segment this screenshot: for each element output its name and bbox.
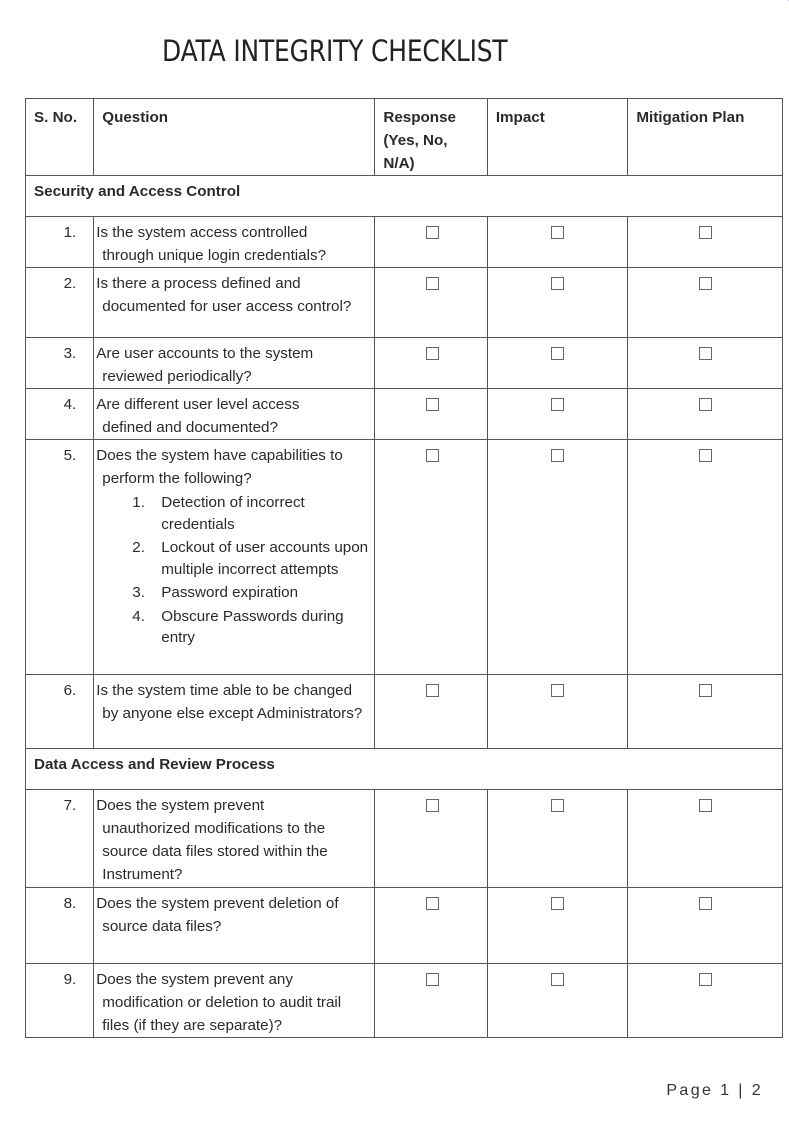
- impact-checkbox[interactable]: [551, 973, 564, 986]
- row-number: 7.: [63, 797, 77, 814]
- impact-cell: [487, 888, 628, 964]
- impact-cell: [487, 268, 628, 338]
- checklist-row: [26, 268, 783, 338]
- response-checkbox[interactable]: [426, 347, 439, 360]
- impact-cell: [487, 338, 628, 389]
- capability-list-item: [96, 582, 372, 604]
- row-number: 5.: [63, 447, 77, 464]
- question-cell: [94, 675, 375, 749]
- page-number: Page 1 | 2: [666, 1082, 763, 1099]
- impact-checkbox[interactable]: [551, 277, 564, 290]
- section-title: Security and Access Control: [34, 183, 241, 200]
- question-text-line1: Are different user level access: [96, 396, 300, 413]
- question-cell: [94, 964, 375, 1038]
- response-cell: [375, 675, 487, 749]
- question-text-continued: documented for user access control?: [102, 298, 352, 315]
- impact-cell: [487, 964, 628, 1038]
- row-number: 2.: [63, 275, 77, 292]
- question-text-continued: perform the following?: [102, 470, 252, 487]
- section-title: Data Access and Review Process: [34, 756, 275, 773]
- impact-cell: [487, 440, 628, 675]
- capability-list: [96, 492, 372, 649]
- row-number-cell: [26, 440, 94, 675]
- question-text-line1: Does the system prevent any: [96, 971, 293, 988]
- checklist-row: [26, 338, 783, 389]
- response-cell: [375, 964, 487, 1038]
- capability-text: Lockout of user accounts upon multiple incorrect attempts: [161, 539, 369, 578]
- impact-checkbox[interactable]: [551, 897, 564, 910]
- impact-cell: [487, 790, 628, 888]
- question-text-line1: Is the system time able to be changed: [96, 682, 353, 699]
- question-text-continued: through unique login credentials?: [102, 247, 327, 264]
- mitigation-cell: [628, 790, 783, 888]
- question-cell: [94, 440, 375, 675]
- mitigation-cell: [628, 440, 783, 675]
- checklist-row: [26, 964, 783, 1038]
- impact-checkbox[interactable]: [551, 347, 564, 360]
- capability-text: Obscure Passwords during entry: [161, 607, 344, 646]
- impact-checkbox[interactable]: [551, 226, 564, 239]
- mitigation-plan-checkbox[interactable]: [699, 973, 712, 986]
- question-text-line1: Is there a process defined and: [96, 275, 301, 292]
- header-impact: Impact: [487, 99, 628, 176]
- response-cell: [375, 268, 487, 338]
- document-title: DATA INTEGRITY CHECKLIST: [162, 34, 508, 68]
- question-text-continued: source data files?: [102, 918, 222, 935]
- checklist-row: [26, 888, 783, 964]
- section-title-cell: [26, 176, 783, 217]
- impact-cell: [487, 389, 628, 440]
- capability-number: 2.: [132, 539, 145, 556]
- capability-number: 1.: [132, 494, 145, 511]
- mitigation-plan-checkbox[interactable]: [699, 897, 712, 910]
- row-number-cell: [26, 790, 94, 888]
- mitigation-cell: [628, 217, 783, 268]
- response-checkbox[interactable]: [426, 398, 439, 411]
- checklist-row: [26, 217, 783, 268]
- response-checkbox[interactable]: [426, 799, 439, 812]
- checklist-row: [26, 675, 783, 749]
- question-text-line1: Does the system prevent: [96, 797, 265, 814]
- section-header-row: [26, 176, 783, 217]
- header-response: Response (Yes, No, N/A): [375, 99, 487, 176]
- impact-cell: [487, 217, 628, 268]
- question-text-continued: defined and documented?: [102, 419, 278, 436]
- capability-list-item: [96, 537, 372, 580]
- question-text-line1: Are user accounts to the system: [96, 345, 314, 362]
- question-text-line1: Does the system have capabilities to: [96, 447, 343, 464]
- response-cell: [375, 217, 487, 268]
- row-number: 8.: [63, 895, 77, 912]
- question-cell: [94, 790, 375, 888]
- capability-text: Detection of incorrect credentials: [161, 494, 305, 533]
- row-number: 4.: [63, 396, 77, 413]
- row-number-cell: [26, 675, 94, 749]
- response-checkbox[interactable]: [426, 277, 439, 290]
- capability-list-item: [96, 606, 372, 649]
- mitigation-plan-checkbox[interactable]: [699, 398, 712, 411]
- checklist-row: [26, 440, 783, 675]
- question-cell: [94, 268, 375, 338]
- mitigation-cell: [628, 338, 783, 389]
- page-curl-corner: [781, 0, 789, 8]
- row-number-cell: [26, 338, 94, 389]
- mitigation-plan-checkbox[interactable]: [699, 799, 712, 812]
- section-header-row: [26, 749, 783, 790]
- capability-number: 3.: [132, 584, 145, 601]
- capability-number: 4.: [132, 607, 145, 625]
- mitigation-plan-checkbox[interactable]: [699, 347, 712, 360]
- response-checkbox[interactable]: [426, 684, 439, 697]
- response-cell: [375, 338, 487, 389]
- row-number-cell: [26, 268, 94, 338]
- question-text-continued: by anyone else except Administrators?: [102, 705, 363, 722]
- mitigation-plan-checkbox[interactable]: [699, 449, 712, 462]
- header-sno: S. No.: [26, 99, 94, 176]
- response-checkbox[interactable]: [426, 449, 439, 462]
- question-text-continued: modification or deletion to audit trail files (if they are separate)?: [102, 994, 342, 1034]
- question-text-continued: reviewed periodically?: [102, 368, 252, 385]
- mitigation-plan-checkbox[interactable]: [699, 277, 712, 290]
- impact-checkbox[interactable]: [551, 398, 564, 411]
- row-number-cell: [26, 888, 94, 964]
- capability-list-item: [96, 492, 372, 535]
- mitigation-plan-checkbox[interactable]: [699, 226, 712, 239]
- mitigation-cell: [628, 268, 783, 338]
- question-cell: [94, 389, 375, 440]
- response-cell: [375, 389, 487, 440]
- header-mitigation-plan: Mitigation Plan: [628, 99, 783, 176]
- response-checkbox[interactable]: [426, 973, 439, 986]
- row-number: 6.: [63, 682, 77, 699]
- impact-checkbox[interactable]: [551, 684, 564, 697]
- checklist-row: [26, 790, 783, 888]
- checklist-table: [25, 98, 783, 1038]
- response-cell: [375, 888, 487, 964]
- response-checkbox[interactable]: [426, 897, 439, 910]
- question-text-line1: Does the system prevent deletion of: [96, 895, 339, 912]
- mitigation-cell: [628, 964, 783, 1038]
- mitigation-cell: [628, 389, 783, 440]
- question-text-line1: Is the system access controlled: [96, 224, 308, 241]
- mitigation-plan-checkbox[interactable]: [699, 684, 712, 697]
- capability-text: Password expiration: [161, 584, 299, 601]
- section-title-cell: [26, 749, 783, 790]
- impact-cell: [487, 675, 628, 749]
- row-number-cell: [26, 217, 94, 268]
- response-cell: [375, 790, 487, 888]
- row-number: 9.: [63, 971, 77, 988]
- checklist-row: [26, 389, 783, 440]
- question-cell: [94, 888, 375, 964]
- impact-checkbox[interactable]: [551, 449, 564, 462]
- response-cell: [375, 440, 487, 675]
- header-question: Question: [94, 99, 375, 176]
- question-cell: [94, 338, 375, 389]
- response-checkbox[interactable]: [426, 226, 439, 239]
- mitigation-cell: [628, 675, 783, 749]
- row-number-cell: [26, 964, 94, 1038]
- table-header-row: [26, 99, 783, 176]
- impact-checkbox[interactable]: [551, 799, 564, 812]
- mitigation-cell: [628, 888, 783, 964]
- row-number-cell: [26, 389, 94, 440]
- row-number: 1.: [63, 224, 77, 241]
- question-cell: [94, 217, 375, 268]
- row-number: 3.: [63, 345, 77, 362]
- question-text-continued: unauthorized modifications to the source data files stored within the Instrument?: [102, 820, 328, 883]
